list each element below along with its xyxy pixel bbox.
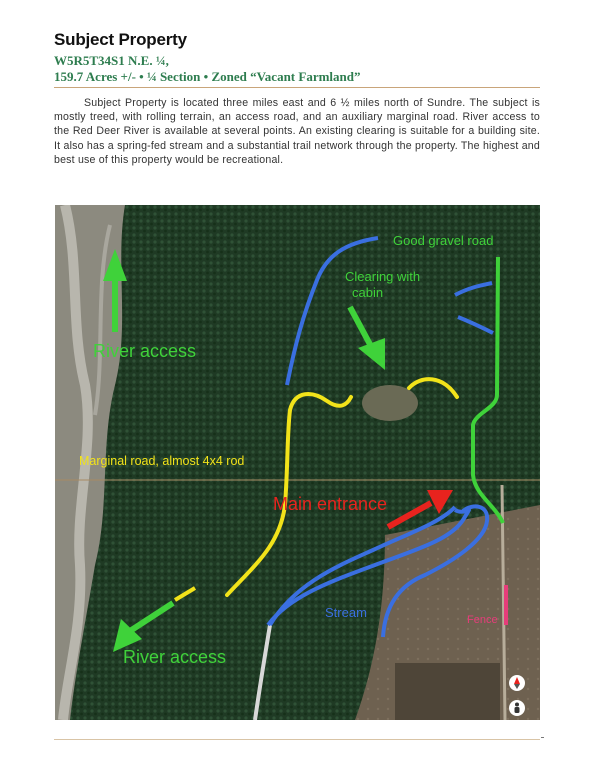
- good-gravel-road-label: Good gravel road: [393, 233, 494, 248]
- legal-description: W5R5T34S1 N.E. ¼,: [54, 53, 169, 68]
- property-description: Subject Property is located three miles east and 6 ½ miles north of Sundre. The subject is mostly treed, with rolling terrain, an access road, and an auxiliary marginal road. River access to the Red Deer River is available at several points. An existing clearing is suitable for a building site. It also has a spring-fed stream and a substantial trail network through the property. The highest and best use of this property would be recreational.: [54, 97, 540, 166]
- clearing-area: [362, 385, 418, 421]
- street-view-person-icon[interactable]: [509, 700, 525, 716]
- stream-label: Stream: [325, 605, 367, 620]
- marginal-road-label: Marginal road, almost 4x4 rod: [79, 454, 245, 468]
- footer-divider: [54, 739, 540, 740]
- property-summary: 159.7 Acres +/- • ¼ Section • Zoned “Vacant Farmland”: [54, 69, 361, 84]
- river-access-bottom-label: River access: [123, 647, 227, 667]
- fence-label: Fence: [467, 614, 498, 626]
- dark-field: [395, 663, 500, 720]
- clearing-label-line1: Clearing with: [345, 269, 421, 284]
- river-access-top-label: River access: [93, 341, 197, 361]
- north-compass-icon[interactable]: [509, 675, 525, 691]
- clearing-label-line2: cabin: [352, 285, 384, 300]
- header-divider: [54, 87, 540, 88]
- aerial-map: [55, 205, 540, 720]
- page-title: Subject Property: [54, 30, 187, 49]
- main-entrance-label: Main entrance: [273, 494, 388, 514]
- footer-mark: [541, 737, 544, 738]
